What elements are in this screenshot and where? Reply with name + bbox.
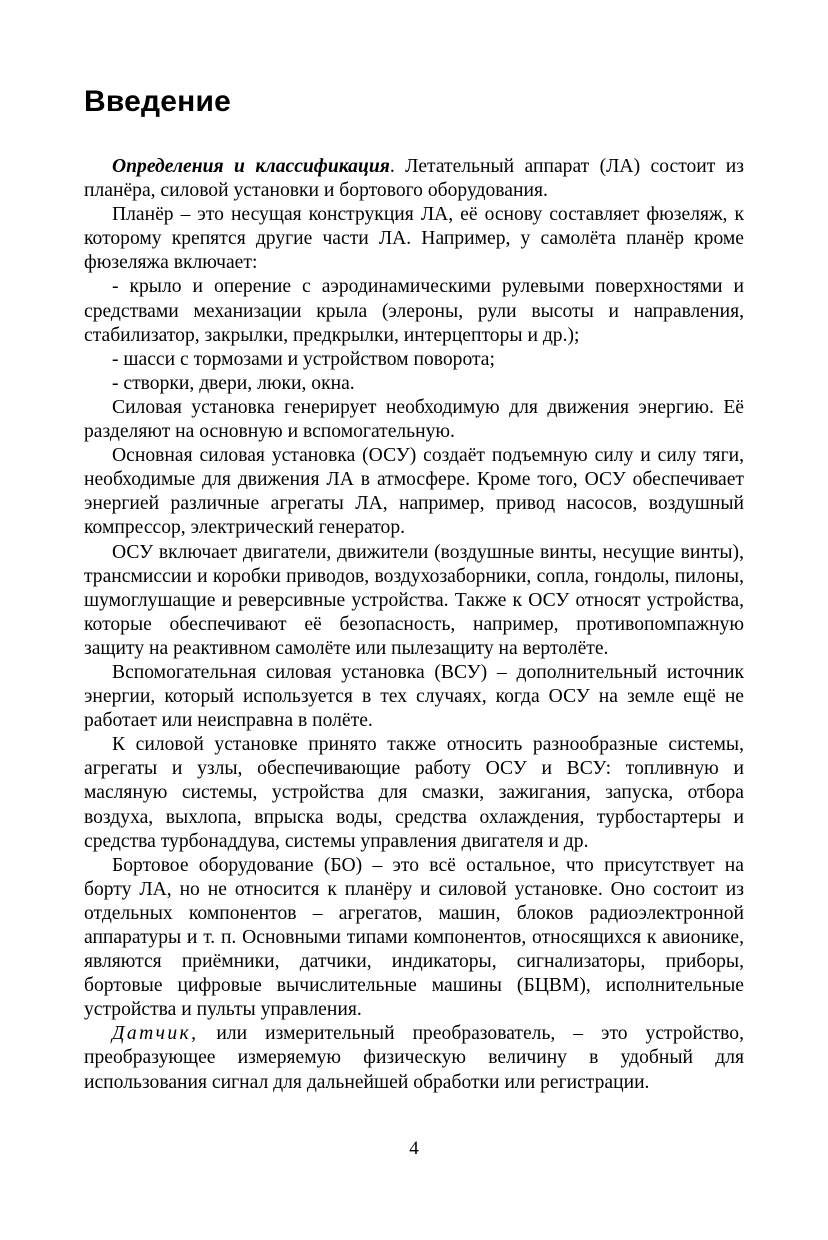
list-item-doors: - створки, двери, люки, окна. xyxy=(112,372,355,394)
paragraph-sensor xyxy=(84,1022,744,1094)
paragraph-apu: Вспомогательная силовая установка (ВСУ) – дополнительный источник энергии, который используется в тех случаях, когда ОСУ на земле ещё не работает или неисправна в полёте. xyxy=(84,661,744,732)
paragraph-onboard-equipment: Бортовое оборудование (БО) – это всё остальное, что присутствует на борту ЛА, но не относится к планёру и силовой установке. Оно состоит из отдельных компонентов – агрегатов, машин, блоков радиоэлектронной аппаратуры и т. п. Основными типами компонентов, относящихся к авионике, являются приёмники, датчики, индикаторы, сигнализаторы, приборы, бортовые цифровые вычислительные машины (БЦВМ), исполнительные устройства и пульты управления. xyxy=(84,854,744,1021)
list-item-gear: - шасси с тормозами и устройством поворота; xyxy=(112,348,495,370)
paragraph-main-powerplant: Основная силовая установка (ОСУ) создаёт подъемную силу и силу тяги, необходимые для движения ЛА в атмосфере. Кроме того, ОСУ обеспечивает энергией различные агрегаты ЛА, например, привод насосов, воздушный компрессор, электрический генератор. xyxy=(84,445,744,539)
body-text xyxy=(84,155,744,1095)
page-number: 4 xyxy=(409,1138,419,1159)
spaced-term: Датчик, xyxy=(112,1023,199,1045)
paragraph-definitions xyxy=(84,155,744,203)
paragraph-osu-components: ОСУ включает двигатели, движители (воздушные винты, несущие винты), трансмиссии и коробки приводов, воздухозаборники, сопла, гондолы, пилоны, шумоглушащие и реверсивные устройства. Также к ОСУ относят устройства, которые обеспечивают её безопасность, например, противопомпажную защиту на реактивном самолёте или пылезащиту на вертолёте. xyxy=(84,541,744,659)
paragraph-airframe: Планёр – это несущая конструкция ЛА, её основу составляет фюзеляж, к которому крепятся другие части ЛА. Например, у самолёта планёр кроме фюзеляжа включает: xyxy=(84,204,744,274)
list-item-wing: - крыло и оперение с аэродинамическими рулевыми поверхностями и средствами механизации крыла (элероны, рули высоты и направления, стабилизатор, закрылки, предкрылки, интерцепторы и др.); xyxy=(84,276,744,346)
page-title: Введение xyxy=(84,85,231,118)
lead-term: Определения и классификация xyxy=(112,156,390,177)
paragraph-text: или измерительный преобразователь, – это устройство, преобразующее измеряемую физическую величину в удобный для использования сигнал для дальнейшей обработки или регистрации. xyxy=(84,1023,744,1093)
paragraph-text: . Летательный аппарат (ЛА) состоит из планёра, силовой установки и бортового оборудования. xyxy=(84,156,744,202)
paragraph-systems: К силовой установке принято также относить разнообразные системы, агрегаты и узлы, обеспечивающие работу ОСУ и ВСУ: топливную и масляную системы, устройства для смазки, зажигания, запуска, отбора воздуха, выхлопа, впрыска воды, средства охлаждения, турбостартеры и средства турбонаддува, системы управления двигателя и др. xyxy=(84,734,744,852)
paragraph-powerplant: Силовая установка генерирует необходимую для движения энергию. Её разделяют на основную и вспомогательную. xyxy=(84,396,744,443)
